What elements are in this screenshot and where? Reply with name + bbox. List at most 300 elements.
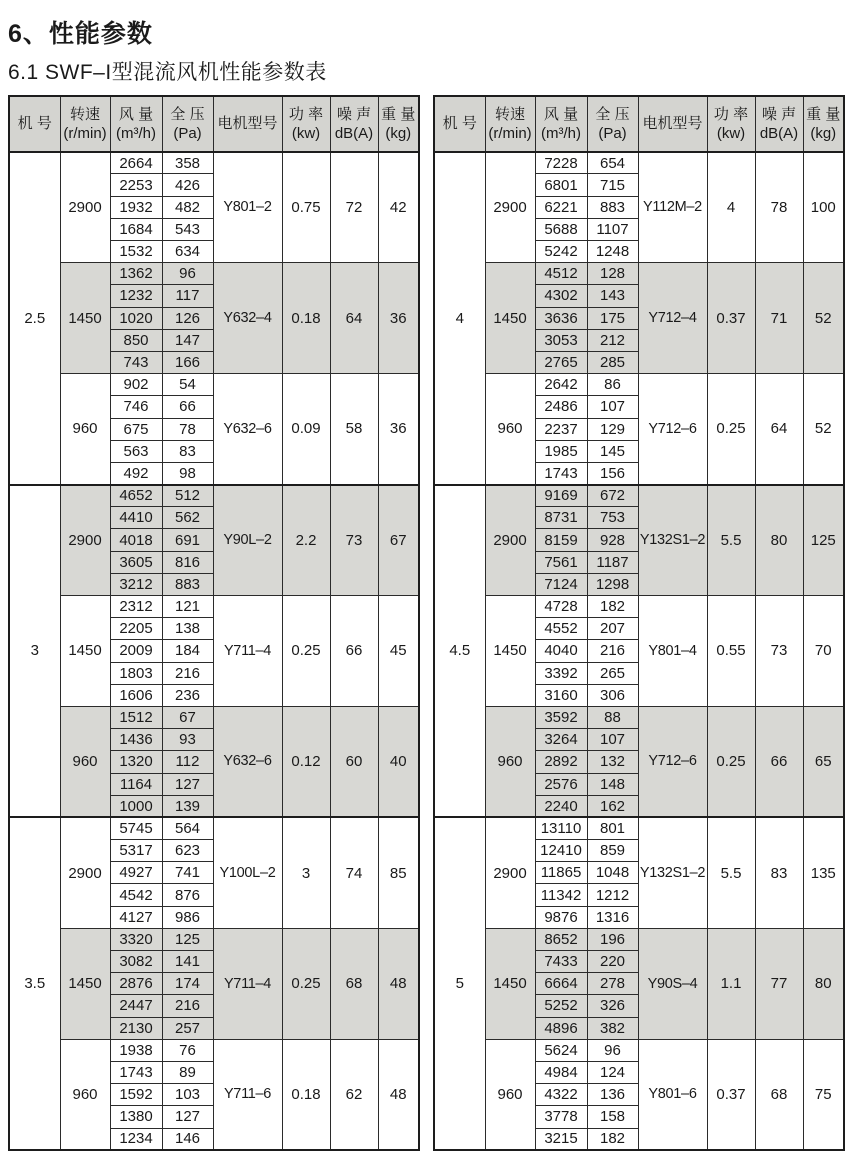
pressure-value-cell: 715	[587, 174, 638, 196]
flow-value-cell: 6221	[535, 196, 587, 218]
flow-value-cell: 2892	[535, 751, 587, 773]
flow-value-cell: 4302	[535, 285, 587, 307]
power-cell: 0.75	[282, 152, 330, 263]
flow-value-cell: 7124	[535, 573, 587, 595]
weight-cell: 40	[378, 706, 419, 817]
header-flow-line1: 风 量	[118, 105, 154, 123]
pressure-value-cell: 216	[162, 662, 213, 684]
pressure-value-cell: 93	[162, 729, 213, 751]
motor-model-cell: Y632–6	[213, 374, 282, 485]
noise-cell: 60	[330, 706, 378, 817]
flow-value-cell: 4927	[110, 862, 162, 884]
header-power-line1: 功 率	[288, 105, 324, 123]
pressure-value-cell: 107	[587, 396, 638, 418]
pressure-value-cell: 67	[162, 706, 213, 728]
power-cell: 0.25	[707, 374, 755, 485]
flow-value-cell: 9169	[535, 485, 587, 507]
motor-model-cell: Y711–4	[213, 596, 282, 707]
pressure-value-cell: 691	[162, 529, 213, 551]
flow-value-cell: 6664	[535, 973, 587, 995]
machine-number-cell: 3.5	[9, 817, 60, 1150]
flow-value-cell: 2130	[110, 1017, 162, 1039]
flow-value-cell: 4512	[535, 263, 587, 285]
fan-performance-table-left	[8, 95, 420, 1151]
speed-cell: 960	[60, 706, 110, 817]
pressure-value-cell: 138	[162, 618, 213, 640]
header-motor	[638, 96, 707, 152]
motor-model-cell: Y801–2	[213, 152, 282, 263]
pressure-value-cell: 326	[587, 995, 638, 1017]
pressure-value-cell: 148	[587, 773, 638, 795]
header-flow	[535, 96, 587, 152]
flow-value-cell: 1532	[110, 241, 162, 263]
weight-cell: 70	[803, 596, 844, 707]
flow-value-cell: 5242	[535, 241, 587, 263]
speed-cell: 2900	[60, 485, 110, 596]
noise-cell: 68	[755, 1039, 803, 1150]
noise-cell: 78	[755, 152, 803, 263]
flow-value-cell: 5252	[535, 995, 587, 1017]
pressure-value-cell: 156	[587, 462, 638, 484]
noise-cell: 62	[330, 1039, 378, 1150]
power-cell: 0.12	[282, 706, 330, 817]
flow-value-cell: 2447	[110, 995, 162, 1017]
header-pressure	[162, 96, 213, 152]
power-cell: 0.09	[282, 374, 330, 485]
flow-value-cell: 4018	[110, 529, 162, 551]
flow-value-cell: 3392	[535, 662, 587, 684]
flow-value-cell: 3215	[535, 1128, 587, 1150]
flow-value-cell: 1436	[110, 729, 162, 751]
flow-value-cell: 743	[110, 351, 162, 373]
pressure-value-cell: 382	[587, 1017, 638, 1039]
flow-value-cell: 4896	[535, 1017, 587, 1039]
header-speed-line2: (r/min)	[488, 124, 532, 142]
flow-value-cell: 1232	[110, 285, 162, 307]
noise-cell: 74	[330, 817, 378, 928]
header-speed	[60, 96, 110, 152]
flow-value-cell: 3320	[110, 928, 162, 950]
flow-value-cell: 1743	[535, 462, 587, 484]
header-speed-line2: (r/min)	[63, 124, 107, 142]
pressure-value-cell: 216	[162, 995, 213, 1017]
pressure-value-cell: 182	[587, 596, 638, 618]
header-power-line2: (kw)	[716, 124, 746, 142]
machine-number-cell: 5	[434, 817, 485, 1150]
flow-value-cell: 4322	[535, 1084, 587, 1106]
header-power	[707, 96, 755, 152]
flow-value-cell: 2876	[110, 973, 162, 995]
pressure-value-cell: 876	[162, 884, 213, 906]
header-power-line2: (kw)	[291, 124, 321, 142]
header-noise-line2: dB(A)	[334, 124, 374, 142]
pressure-value-cell: 86	[587, 374, 638, 396]
flow-value-cell: 7228	[535, 152, 587, 174]
header-flow-line2: (m³/h)	[541, 124, 581, 142]
fan-performance-table-right	[433, 95, 845, 1151]
power-cell: 0.25	[707, 706, 755, 817]
pressure-value-cell: 107	[587, 729, 638, 751]
power-cell: 0.25	[282, 928, 330, 1039]
flow-value-cell: 9876	[535, 906, 587, 928]
power-cell: 0.37	[707, 1039, 755, 1150]
pressure-value-cell: 146	[162, 1128, 213, 1150]
weight-cell: 135	[803, 817, 844, 928]
pressure-value-cell: 166	[162, 351, 213, 373]
pressure-value-cell: 562	[162, 507, 213, 529]
flow-value-cell: 13110	[535, 817, 587, 839]
pressure-value-cell: 207	[587, 618, 638, 640]
noise-cell: 58	[330, 374, 378, 485]
header-speed	[485, 96, 535, 152]
noise-cell: 64	[755, 374, 803, 485]
pressure-value-cell: 654	[587, 152, 638, 174]
pressure-value-cell: 96	[587, 1039, 638, 1061]
weight-cell: 67	[378, 485, 419, 596]
flow-value-cell: 1380	[110, 1106, 162, 1128]
flow-value-cell: 3053	[535, 329, 587, 351]
pressure-value-cell: 78	[162, 418, 213, 440]
pressure-value-cell: 216	[587, 640, 638, 662]
power-cell: 0.18	[282, 263, 330, 374]
speed-cell: 1450	[485, 928, 535, 1039]
weight-cell: 36	[378, 263, 419, 374]
header-motor-line1: 电机型号	[642, 115, 703, 133]
pressure-value-cell: 512	[162, 485, 213, 507]
pressure-value-cell: 543	[162, 218, 213, 240]
pressure-value-cell: 124	[587, 1061, 638, 1083]
flow-value-cell: 5688	[535, 218, 587, 240]
header-noise-line2: dB(A)	[759, 124, 799, 142]
noise-cell: 71	[755, 263, 803, 374]
pressure-value-cell: 158	[587, 1106, 638, 1128]
flow-value-cell: 7561	[535, 551, 587, 573]
pressure-value-cell: 141	[162, 951, 213, 973]
pressure-value-cell: 112	[162, 751, 213, 773]
flow-value-cell: 5317	[110, 840, 162, 862]
flow-value-cell: 1592	[110, 1084, 162, 1106]
flow-value-cell: 3212	[110, 573, 162, 595]
power-cell: 0.55	[707, 596, 755, 707]
machine-number-cell: 3	[9, 485, 60, 818]
pressure-value-cell: 128	[587, 263, 638, 285]
power-cell: 5.5	[707, 817, 755, 928]
flow-value-cell: 1938	[110, 1039, 162, 1061]
pressure-value-cell: 132	[587, 751, 638, 773]
speed-cell: 960	[60, 374, 110, 485]
pressure-value-cell: 139	[162, 795, 213, 817]
flow-value-cell: 1320	[110, 751, 162, 773]
weight-cell: 42	[378, 152, 419, 263]
pressure-value-cell: 1316	[587, 906, 638, 928]
flow-value-cell: 8652	[535, 928, 587, 950]
pressure-value-cell: 482	[162, 196, 213, 218]
flow-value-cell: 492	[110, 462, 162, 484]
weight-cell: 48	[378, 1039, 419, 1150]
power-cell: 1.1	[707, 928, 755, 1039]
pressure-value-cell: 184	[162, 640, 213, 662]
flow-value-cell: 4984	[535, 1061, 587, 1083]
header-weight-line1: 重 量	[381, 105, 416, 123]
pressure-value-cell: 96	[162, 263, 213, 285]
flow-value-cell: 1000	[110, 795, 162, 817]
flow-value-cell: 8731	[535, 507, 587, 529]
pressure-value-cell: 89	[162, 1061, 213, 1083]
header-noise-line1: 噪 声	[761, 105, 797, 123]
pressure-value-cell: 136	[587, 1084, 638, 1106]
flow-value-cell: 4552	[535, 618, 587, 640]
pressure-value-cell: 265	[587, 662, 638, 684]
pressure-value-cell: 1187	[587, 551, 638, 573]
pressure-value-cell: 1248	[587, 241, 638, 263]
motor-model-cell: Y712–6	[638, 706, 707, 817]
pressure-value-cell: 741	[162, 862, 213, 884]
header-weight	[803, 96, 844, 152]
flow-value-cell: 2009	[110, 640, 162, 662]
pressure-value-cell: 145	[587, 440, 638, 462]
motor-model-cell: Y711–6	[213, 1039, 282, 1150]
noise-cell: 66	[330, 596, 378, 707]
pressure-value-cell: 212	[587, 329, 638, 351]
pressure-value-cell: 117	[162, 285, 213, 307]
flow-value-cell: 2576	[535, 773, 587, 795]
power-cell: 5.5	[707, 485, 755, 596]
pressure-value-cell: 986	[162, 906, 213, 928]
motor-model-cell: Y132S1–2	[638, 817, 707, 928]
motor-model-cell: Y712–6	[638, 374, 707, 485]
flow-value-cell: 8159	[535, 529, 587, 551]
flow-value-cell: 3264	[535, 729, 587, 751]
power-cell: 2.2	[282, 485, 330, 596]
header-weight-line2: (kg)	[810, 124, 837, 142]
flow-value-cell: 11865	[535, 862, 587, 884]
pressure-value-cell: 175	[587, 307, 638, 329]
flow-value-cell: 1684	[110, 218, 162, 240]
pressure-value-cell: 1212	[587, 884, 638, 906]
weight-cell: 52	[803, 374, 844, 485]
header-power	[282, 96, 330, 152]
pressure-value-cell: 147	[162, 329, 213, 351]
pressure-value-cell: 162	[587, 795, 638, 817]
pressure-value-cell: 358	[162, 152, 213, 174]
pressure-value-cell: 564	[162, 817, 213, 839]
flow-value-cell: 2765	[535, 351, 587, 373]
motor-model-cell: Y801–6	[638, 1039, 707, 1150]
header-machine-line1: 机 号	[442, 115, 477, 133]
page-title: 6、性能参数	[8, 20, 153, 48]
motor-model-cell: Y711–4	[213, 928, 282, 1039]
header-pressure-line2: (Pa)	[173, 124, 202, 142]
pressure-value-cell: 1048	[587, 862, 638, 884]
pressure-value-cell: 623	[162, 840, 213, 862]
flow-value-cell: 746	[110, 396, 162, 418]
header-pressure	[587, 96, 638, 152]
pressure-value-cell: 98	[162, 462, 213, 484]
pressure-value-cell: 672	[587, 485, 638, 507]
pressure-value-cell: 76	[162, 1039, 213, 1061]
power-cell: 3	[282, 817, 330, 928]
weight-cell: 52	[803, 263, 844, 374]
flow-value-cell: 4040	[535, 640, 587, 662]
pressure-value-cell: 127	[162, 1106, 213, 1128]
pressure-value-cell: 1107	[587, 218, 638, 240]
power-cell: 0.25	[282, 596, 330, 707]
header-pressure-line2: (Pa)	[598, 124, 627, 142]
pressure-value-cell: 182	[587, 1128, 638, 1150]
noise-cell: 83	[755, 817, 803, 928]
flow-value-cell: 1020	[110, 307, 162, 329]
flow-value-cell: 1932	[110, 196, 162, 218]
flow-value-cell: 563	[110, 440, 162, 462]
pressure-value-cell: 126	[162, 307, 213, 329]
flow-value-cell: 3605	[110, 551, 162, 573]
weight-cell: 65	[803, 706, 844, 817]
speed-cell: 1450	[60, 928, 110, 1039]
speed-cell: 1450	[60, 263, 110, 374]
noise-cell: 66	[755, 706, 803, 817]
flow-value-cell: 6801	[535, 174, 587, 196]
header-flow	[110, 96, 162, 152]
header-speed-line1: 转速	[69, 105, 100, 123]
flow-value-cell: 2253	[110, 174, 162, 196]
weight-cell: 45	[378, 596, 419, 707]
noise-cell: 80	[755, 485, 803, 596]
pressure-value-cell: 816	[162, 551, 213, 573]
pressure-value-cell: 426	[162, 174, 213, 196]
speed-cell: 2900	[60, 152, 110, 263]
pressure-value-cell: 54	[162, 374, 213, 396]
flow-value-cell: 2486	[535, 396, 587, 418]
flow-value-cell: 902	[110, 374, 162, 396]
speed-cell: 1450	[485, 263, 535, 374]
machine-number-cell: 4	[434, 152, 485, 485]
speed-cell: 1450	[485, 596, 535, 707]
flow-value-cell: 7433	[535, 951, 587, 973]
pressure-value-cell: 196	[587, 928, 638, 950]
speed-cell: 2900	[60, 817, 110, 928]
flow-value-cell: 2237	[535, 418, 587, 440]
header-flow-line1: 风 量	[543, 105, 579, 123]
noise-cell: 72	[330, 152, 378, 263]
flow-value-cell: 1512	[110, 706, 162, 728]
power-cell: 0.37	[707, 263, 755, 374]
pressure-value-cell: 220	[587, 951, 638, 973]
pressure-value-cell: 928	[587, 529, 638, 551]
pressure-value-cell: 121	[162, 596, 213, 618]
header-motor	[213, 96, 282, 152]
noise-cell: 68	[330, 928, 378, 1039]
pressure-value-cell: 883	[162, 573, 213, 595]
pressure-value-cell: 125	[162, 928, 213, 950]
flow-value-cell: 5745	[110, 817, 162, 839]
pressure-value-cell: 306	[587, 684, 638, 706]
power-cell: 0.18	[282, 1039, 330, 1150]
noise-cell: 77	[755, 928, 803, 1039]
motor-model-cell: Y112M–2	[638, 152, 707, 263]
header-pressure-line1: 全 压	[595, 105, 630, 123]
pressure-value-cell: 174	[162, 973, 213, 995]
flow-value-cell: 11342	[535, 884, 587, 906]
speed-cell: 960	[485, 1039, 535, 1150]
weight-cell: 125	[803, 485, 844, 596]
header-noise-line1: 噪 声	[336, 105, 372, 123]
page-subtitle: 6.1 SWF–I型混流风机性能参数表	[8, 60, 327, 84]
pressure-value-cell: 883	[587, 196, 638, 218]
pressure-value-cell: 257	[162, 1017, 213, 1039]
speed-cell: 1450	[60, 596, 110, 707]
pressure-value-cell: 66	[162, 396, 213, 418]
pressure-value-cell: 634	[162, 241, 213, 263]
motor-model-cell: Y90S–4	[638, 928, 707, 1039]
flow-value-cell: 1606	[110, 684, 162, 706]
weight-cell: 75	[803, 1039, 844, 1150]
pressure-value-cell: 127	[162, 773, 213, 795]
speed-cell: 960	[60, 1039, 110, 1150]
flow-value-cell: 3592	[535, 706, 587, 728]
tables-container	[8, 95, 842, 1151]
flow-value-cell: 4127	[110, 906, 162, 928]
speed-cell: 960	[485, 374, 535, 485]
flow-value-cell: 4652	[110, 485, 162, 507]
flow-value-cell: 1985	[535, 440, 587, 462]
motor-model-cell: Y632–6	[213, 706, 282, 817]
header-machine-line1: 机 号	[17, 115, 52, 133]
flow-value-cell: 5624	[535, 1039, 587, 1061]
flow-value-cell: 3160	[535, 684, 587, 706]
flow-value-cell: 3636	[535, 307, 587, 329]
pressure-value-cell: 753	[587, 507, 638, 529]
pressure-value-cell: 1298	[587, 573, 638, 595]
flow-value-cell: 1743	[110, 1061, 162, 1083]
motor-model-cell: Y712–4	[638, 263, 707, 374]
noise-cell: 73	[330, 485, 378, 596]
flow-value-cell: 2240	[535, 795, 587, 817]
doc-header	[0, 0, 850, 86]
flow-value-cell: 2312	[110, 596, 162, 618]
header-weight-line1: 重 量	[806, 105, 841, 123]
pressure-value-cell: 88	[587, 706, 638, 728]
flow-value-cell: 2642	[535, 374, 587, 396]
speed-cell: 2900	[485, 152, 535, 263]
pressure-value-cell: 143	[587, 285, 638, 307]
header-speed-line1: 转速	[494, 105, 525, 123]
speed-cell: 2900	[485, 817, 535, 928]
pressure-value-cell: 103	[162, 1084, 213, 1106]
pressure-value-cell: 801	[587, 817, 638, 839]
motor-model-cell: Y90L–2	[213, 485, 282, 596]
weight-cell: 48	[378, 928, 419, 1039]
header-machine	[434, 96, 485, 152]
power-cell: 4	[707, 152, 755, 263]
header-pressure-line1: 全 压	[170, 105, 205, 123]
weight-cell: 36	[378, 374, 419, 485]
flow-value-cell: 675	[110, 418, 162, 440]
motor-model-cell: Y132S1–2	[638, 485, 707, 596]
noise-cell: 73	[755, 596, 803, 707]
flow-value-cell: 2205	[110, 618, 162, 640]
header-weight	[378, 96, 419, 152]
flow-value-cell: 850	[110, 329, 162, 351]
speed-cell: 2900	[485, 485, 535, 596]
flow-value-cell: 1164	[110, 773, 162, 795]
pressure-value-cell: 859	[587, 840, 638, 862]
noise-cell: 64	[330, 263, 378, 374]
pressure-value-cell: 236	[162, 684, 213, 706]
weight-cell: 80	[803, 928, 844, 1039]
header-power-line1: 功 率	[713, 105, 749, 123]
flow-value-cell: 12410	[535, 840, 587, 862]
motor-model-cell: Y632–4	[213, 263, 282, 374]
